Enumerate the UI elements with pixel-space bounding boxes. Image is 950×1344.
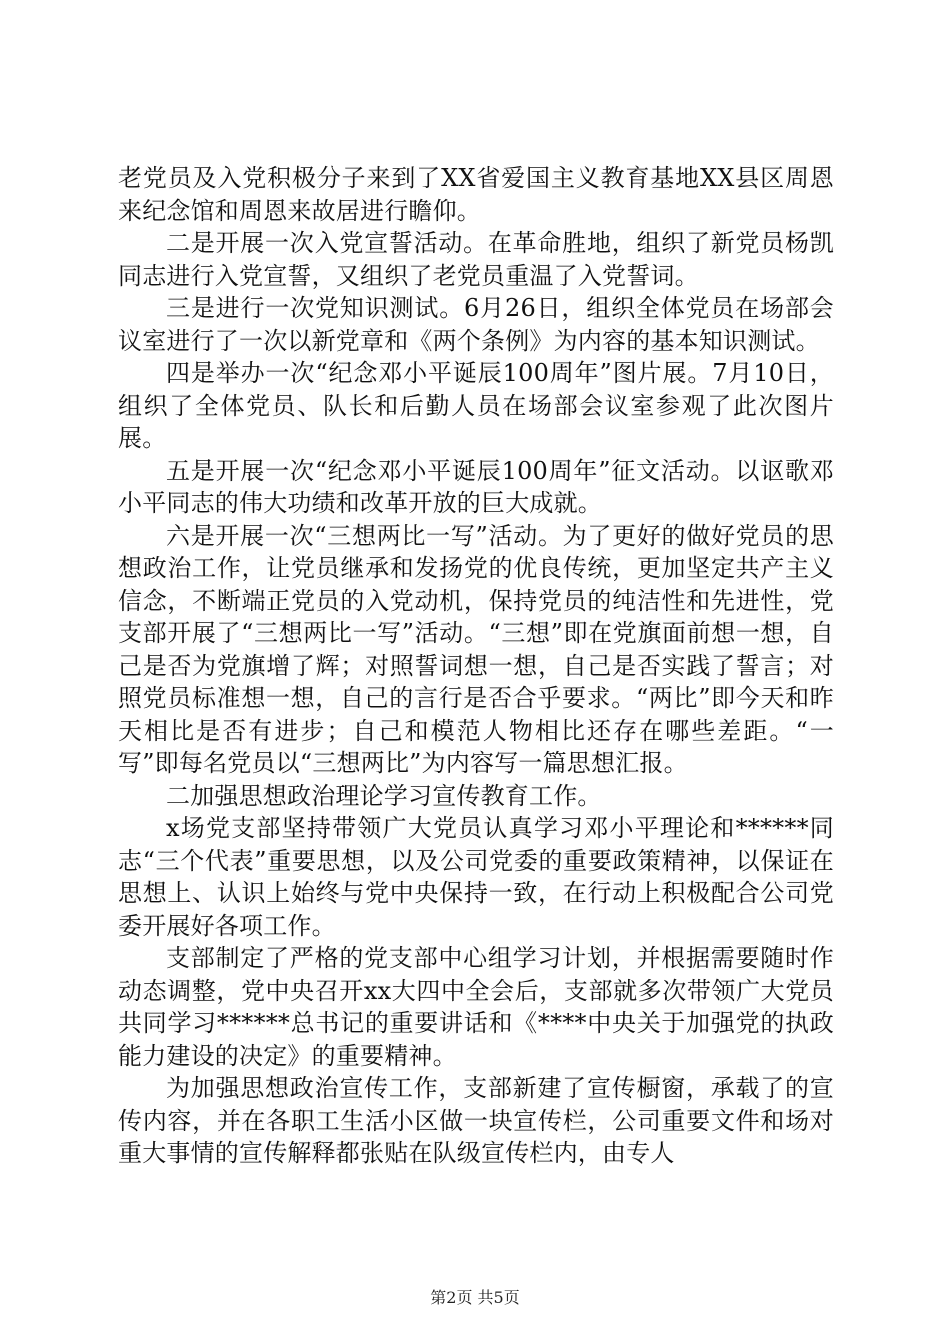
paragraph-1: 老党员及入党积极分子来到了XX省爱国主义教育基地XX县区周恩来纪念馆和周恩来故居进行瞻仰。	[118, 164, 834, 225]
paragraph-10: 为加强思想政治宣传工作，支部新建了宣传橱窗，承载了的宣传内容，并在各职工生活小区做一块宣传栏，公司重要文件和场对重大事情的宣传解释都张贴在队级宣传栏内，由专人	[118, 1074, 834, 1167]
paragraph-9: 支部制定了严格的党支部中心组学习计划，并根据需要随时作动态调整，党中央召开xx大四中全会后，支部就多次带领广大党员共同学习******总书记的重要讲话和《****中央关于加强党的执政能力建设的决定》的重要精神。	[118, 944, 834, 1070]
paragraph-8: x场党支部坚持带领广大党员认真学习邓小平理论和******同志“三个代表”重要思想，以及公司党委的重要政策精神，以保证在思想上、认识上始终与党中央保持一致，在行动上积极配合公司党委开展好各项工作。	[118, 814, 834, 940]
paragraph-6: 六是开展一次“三想两比一写”活动。为了更好的做好党员的思想政治工作，让党员继承和发扬党的优良传统，更加坚定共产主义信念，不断端正党员的入党动机，保持党员的纯洁性和先进性，党支部开展了“三想两比一写”活动。“三想”即在党旗面前想一想，自己是否为党旗增了辉；对照誓词想一想，自己是否实践了誓言；对照党员标准想一想，自己的言行是否合乎要求。“两比”即今天和昨天相比是否有进步；自己和模范人物相比还存在哪些差距。“一写”即每名党员以“三想两比”为内容写一篇思想汇报。	[118, 521, 834, 777]
section-heading: 二加强思想政治理论学习宣传教育工作。	[166, 781, 602, 810]
paragraph-2: 二是开展一次入党宣誓活动。在革命胜地，组织了新党员杨凯同志进行入党宣誓，又组织了老党员重温了入党誓词。	[118, 229, 834, 290]
paragraph-4: 四是举办一次“纪念邓小平诞辰100周年”图片展。7月10日，组织了全体党员、队长和后勤人员在场部会议室参观了此次图片展。	[118, 359, 834, 452]
page-number-footer: 第2页 共5页	[430, 1288, 520, 1307]
paragraph-3: 三是进行一次党知识测试。6月26日，组织全体党员在场部会议室进行了一次以新党章和《两个条例》为内容的基本知识测试。	[118, 294, 834, 355]
paragraph-5: 五是开展一次“纪念邓小平诞辰100周年”征文活动。以讴歌邓小平同志的伟大功绩和改革开放的巨大成就。	[118, 456, 834, 517]
document-body	[118, 162, 834, 1170]
